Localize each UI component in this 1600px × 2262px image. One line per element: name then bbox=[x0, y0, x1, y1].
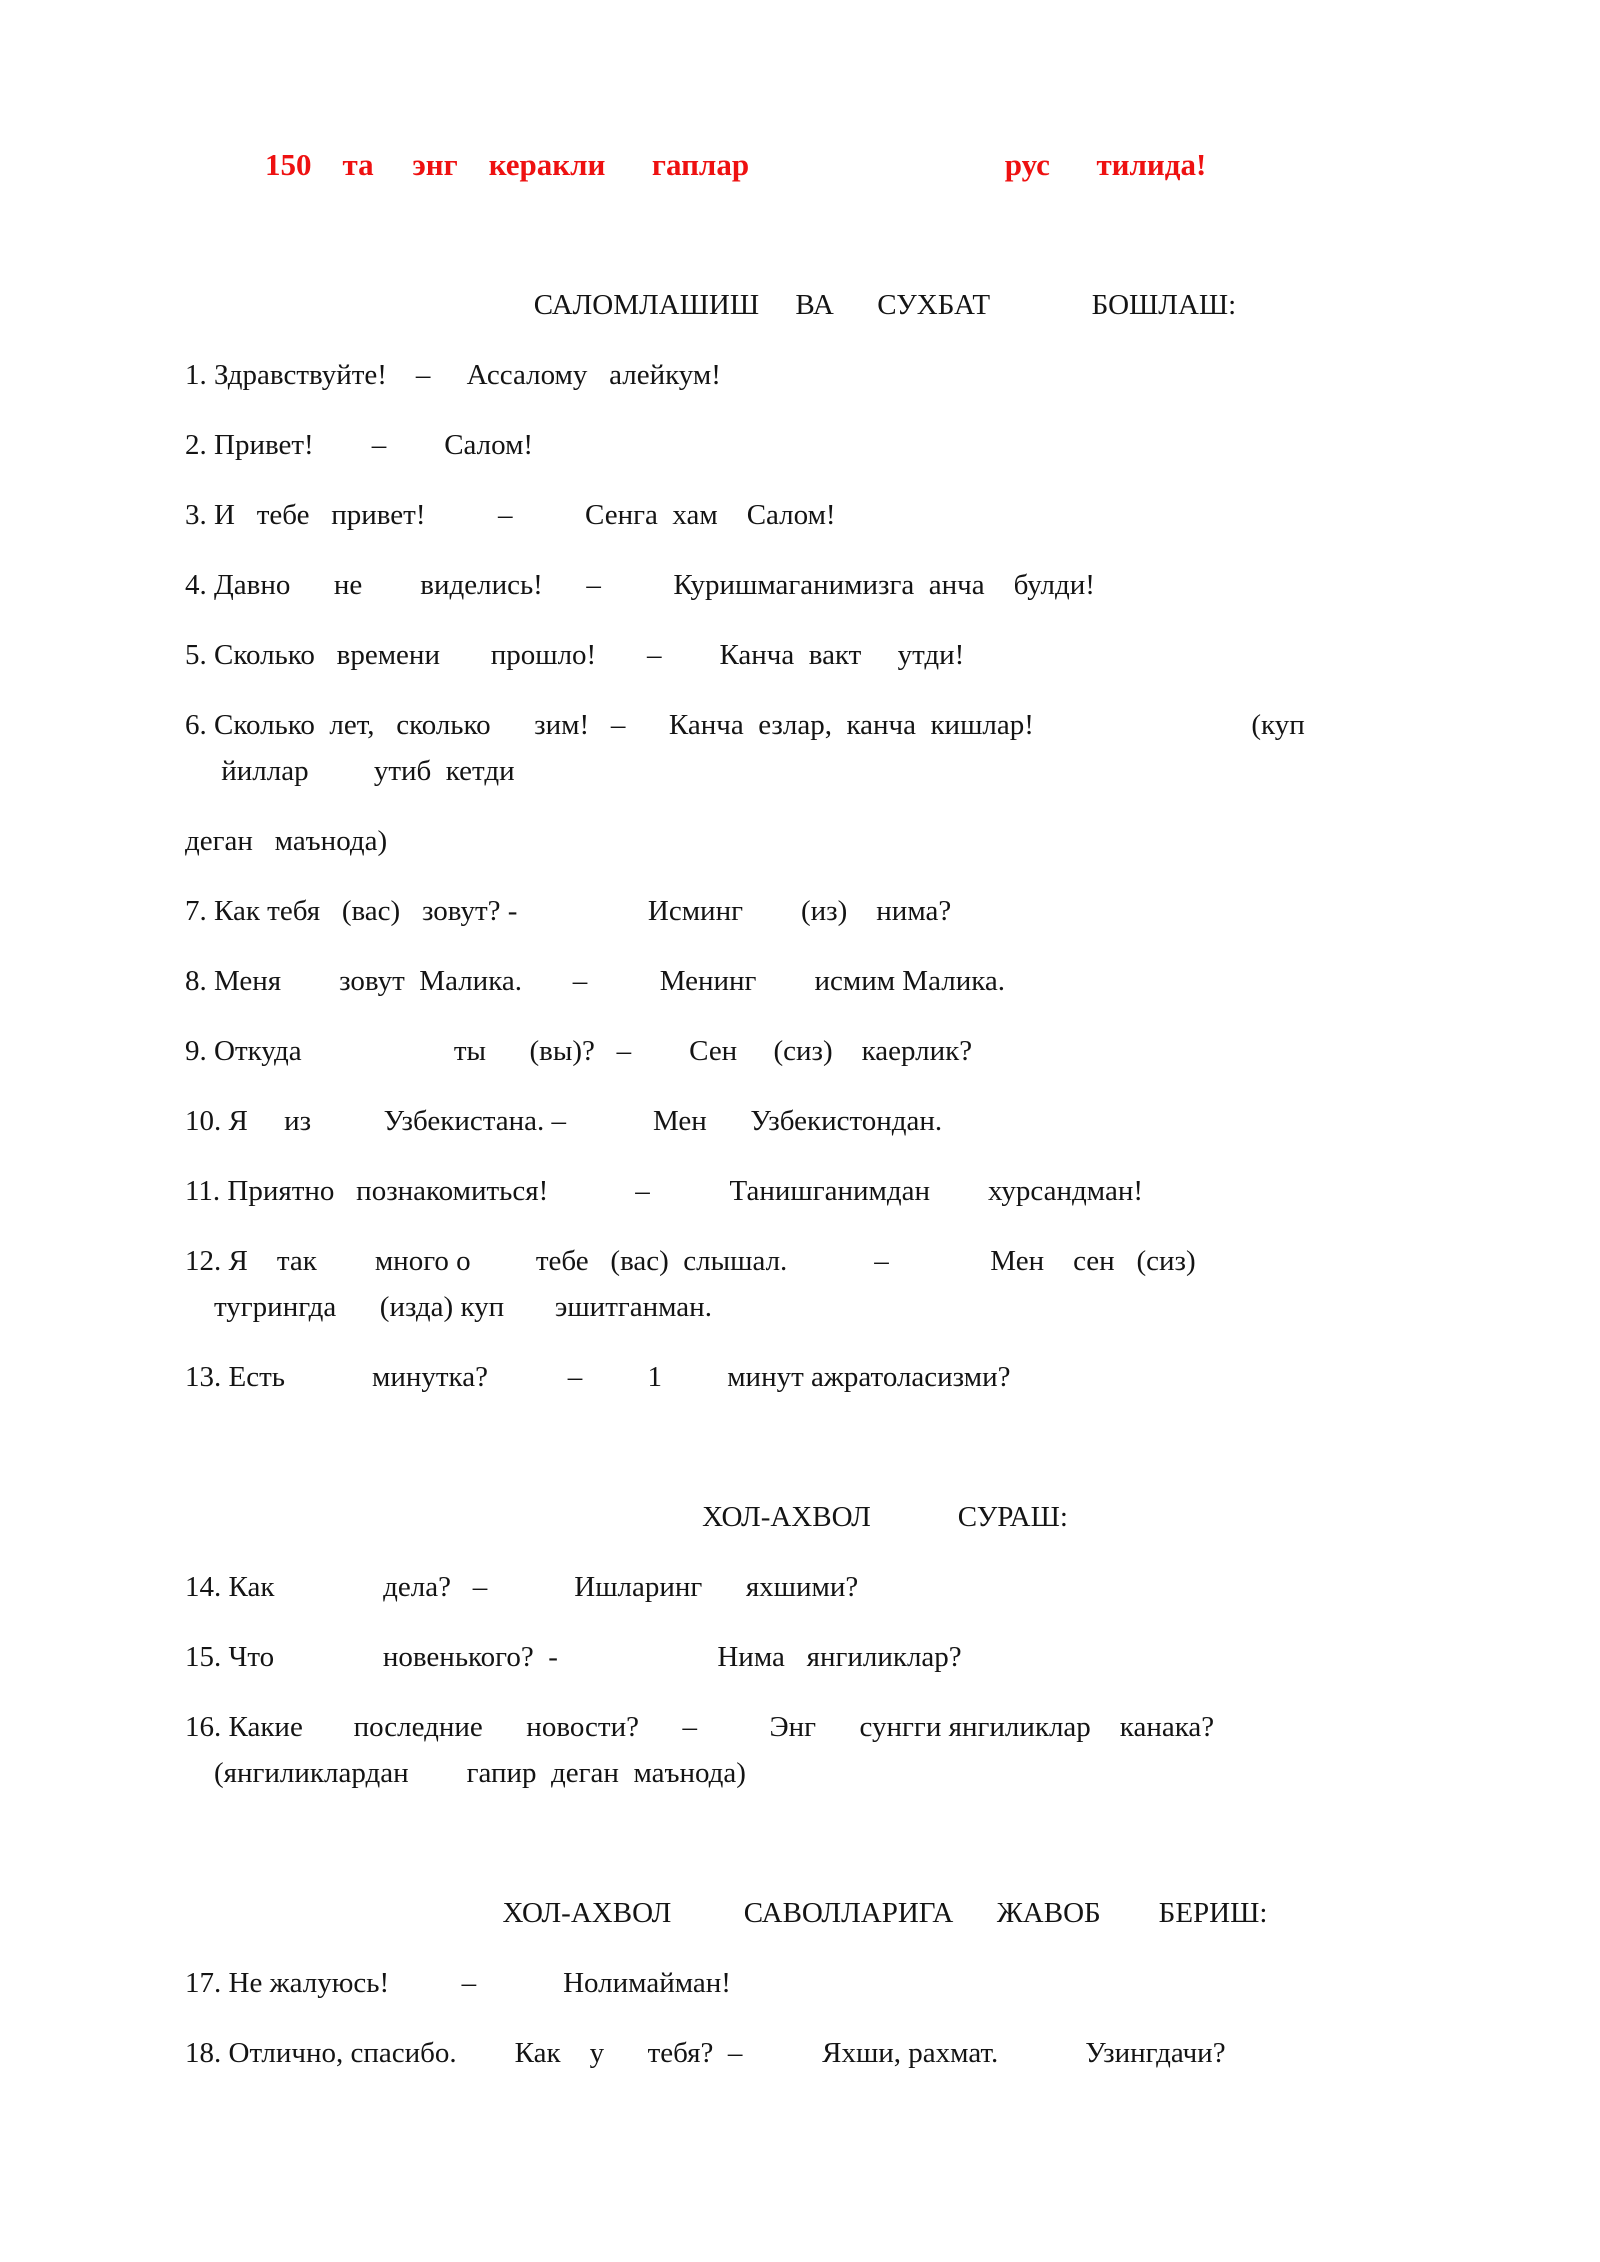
text-line: 4. Давно не виделись! – Куришмаганимизга анча булди! bbox=[185, 569, 1095, 601]
text-line: (янгиликлардан гапир деган маънода) bbox=[185, 1757, 746, 1789]
list-item bbox=[185, 1098, 1470, 1144]
list-item bbox=[185, 1960, 1470, 2006]
text-line: 16. Какие последние новости? – Энг сунгги янгиликлар канака? bbox=[185, 1711, 1215, 1743]
text-line: 15. Что новенького? - Нима янгиликлар? bbox=[185, 1641, 962, 1673]
list-item bbox=[185, 888, 1470, 934]
text-line: 7. Как тебя (вас) зовут? - Исминг (из) нима? bbox=[185, 895, 952, 927]
text-line bbox=[185, 212, 1470, 258]
section-heading bbox=[185, 1890, 1470, 1936]
text-line: САЛОМЛАШИШ ВА СУХБАТ БОШЛАШ: bbox=[533, 289, 1237, 321]
list-item bbox=[185, 958, 1470, 1004]
list-item bbox=[185, 1168, 1470, 1214]
text-line: 12. Я так много о тебе (вас) слышал. – Мен сен (сиз) bbox=[185, 1245, 1196, 1277]
section-heading bbox=[185, 282, 1470, 328]
list-item bbox=[185, 1238, 1470, 1330]
document-title bbox=[185, 142, 1470, 188]
text-paragraph bbox=[185, 818, 1470, 864]
list-item bbox=[185, 1634, 1470, 1680]
spacer bbox=[185, 212, 1470, 258]
text-line: 18. Отлично, спасибо. Как у тебя? – Яхши, рахмат. Узингдачи? bbox=[185, 2037, 1226, 2069]
list-item bbox=[185, 1704, 1470, 1796]
text-line: 8. Меня зовут Малика. – Менинг исмим Малика. bbox=[185, 965, 1005, 997]
list-item bbox=[185, 632, 1470, 678]
section-heading bbox=[185, 1494, 1470, 1540]
text-line: 13. Есть минутка? – 1 минут ажратоласизми? bbox=[185, 1361, 1011, 1393]
text-line: ХОЛ-АХВОЛ СУРАШ: bbox=[702, 1501, 1068, 1533]
text-line: 10. Я из Узбекистана. – Мен Узбекистондан. bbox=[185, 1105, 943, 1137]
text-line: 6. Сколько лет, сколько зим! – Канча езлар, канча кишлар! (куп bbox=[185, 709, 1305, 741]
text-line: деган маънода) bbox=[185, 825, 388, 857]
list-item bbox=[185, 352, 1470, 398]
text-line: 3. И тебе привет! – Сенга хам Салом! bbox=[185, 499, 836, 531]
spacer bbox=[185, 1424, 1470, 1470]
list-item bbox=[185, 492, 1470, 538]
document-body bbox=[185, 142, 1470, 2076]
list-item bbox=[185, 2030, 1470, 2076]
text-line: 11. Приятно познакомиться! – Танишганимдан хурсандман! bbox=[185, 1175, 1143, 1207]
text-line bbox=[185, 1424, 1470, 1470]
spacer bbox=[185, 1820, 1470, 1866]
list-item bbox=[185, 1354, 1470, 1400]
text-line: 1. Здравствуйте! – Ассалому алейкум! bbox=[185, 359, 721, 391]
text-line: 17. Не жалуюсь! – Нолимайман! bbox=[185, 1967, 731, 1999]
text-line: тугрингда (изда) куп эшитганман. bbox=[185, 1291, 712, 1323]
text-line: 5. Сколько времени прошло! – Канча вакт утди! bbox=[185, 639, 965, 671]
text-line bbox=[185, 1820, 1470, 1866]
text-line: ХОЛ-АХВОЛ САВОЛЛАРИГА ЖАВОБ БЕРИШ: bbox=[502, 1897, 1268, 1929]
list-item bbox=[185, 1028, 1470, 1074]
list-item bbox=[185, 562, 1470, 608]
text-line: 150 та энг керакли гаплар рус тилида! bbox=[265, 147, 1207, 182]
text-line: 14. Как дела? – Ишларинг яхшими? bbox=[185, 1571, 859, 1603]
list-item bbox=[185, 702, 1470, 794]
text-line: йиллар утиб кетди bbox=[185, 755, 515, 787]
text-line: 2. Привет! – Салом! bbox=[185, 429, 534, 461]
list-item bbox=[185, 1564, 1470, 1610]
text-line: 9. Откуда ты (вы)? – Сен (сиз) каерлик? bbox=[185, 1035, 973, 1067]
list-item bbox=[185, 422, 1470, 468]
